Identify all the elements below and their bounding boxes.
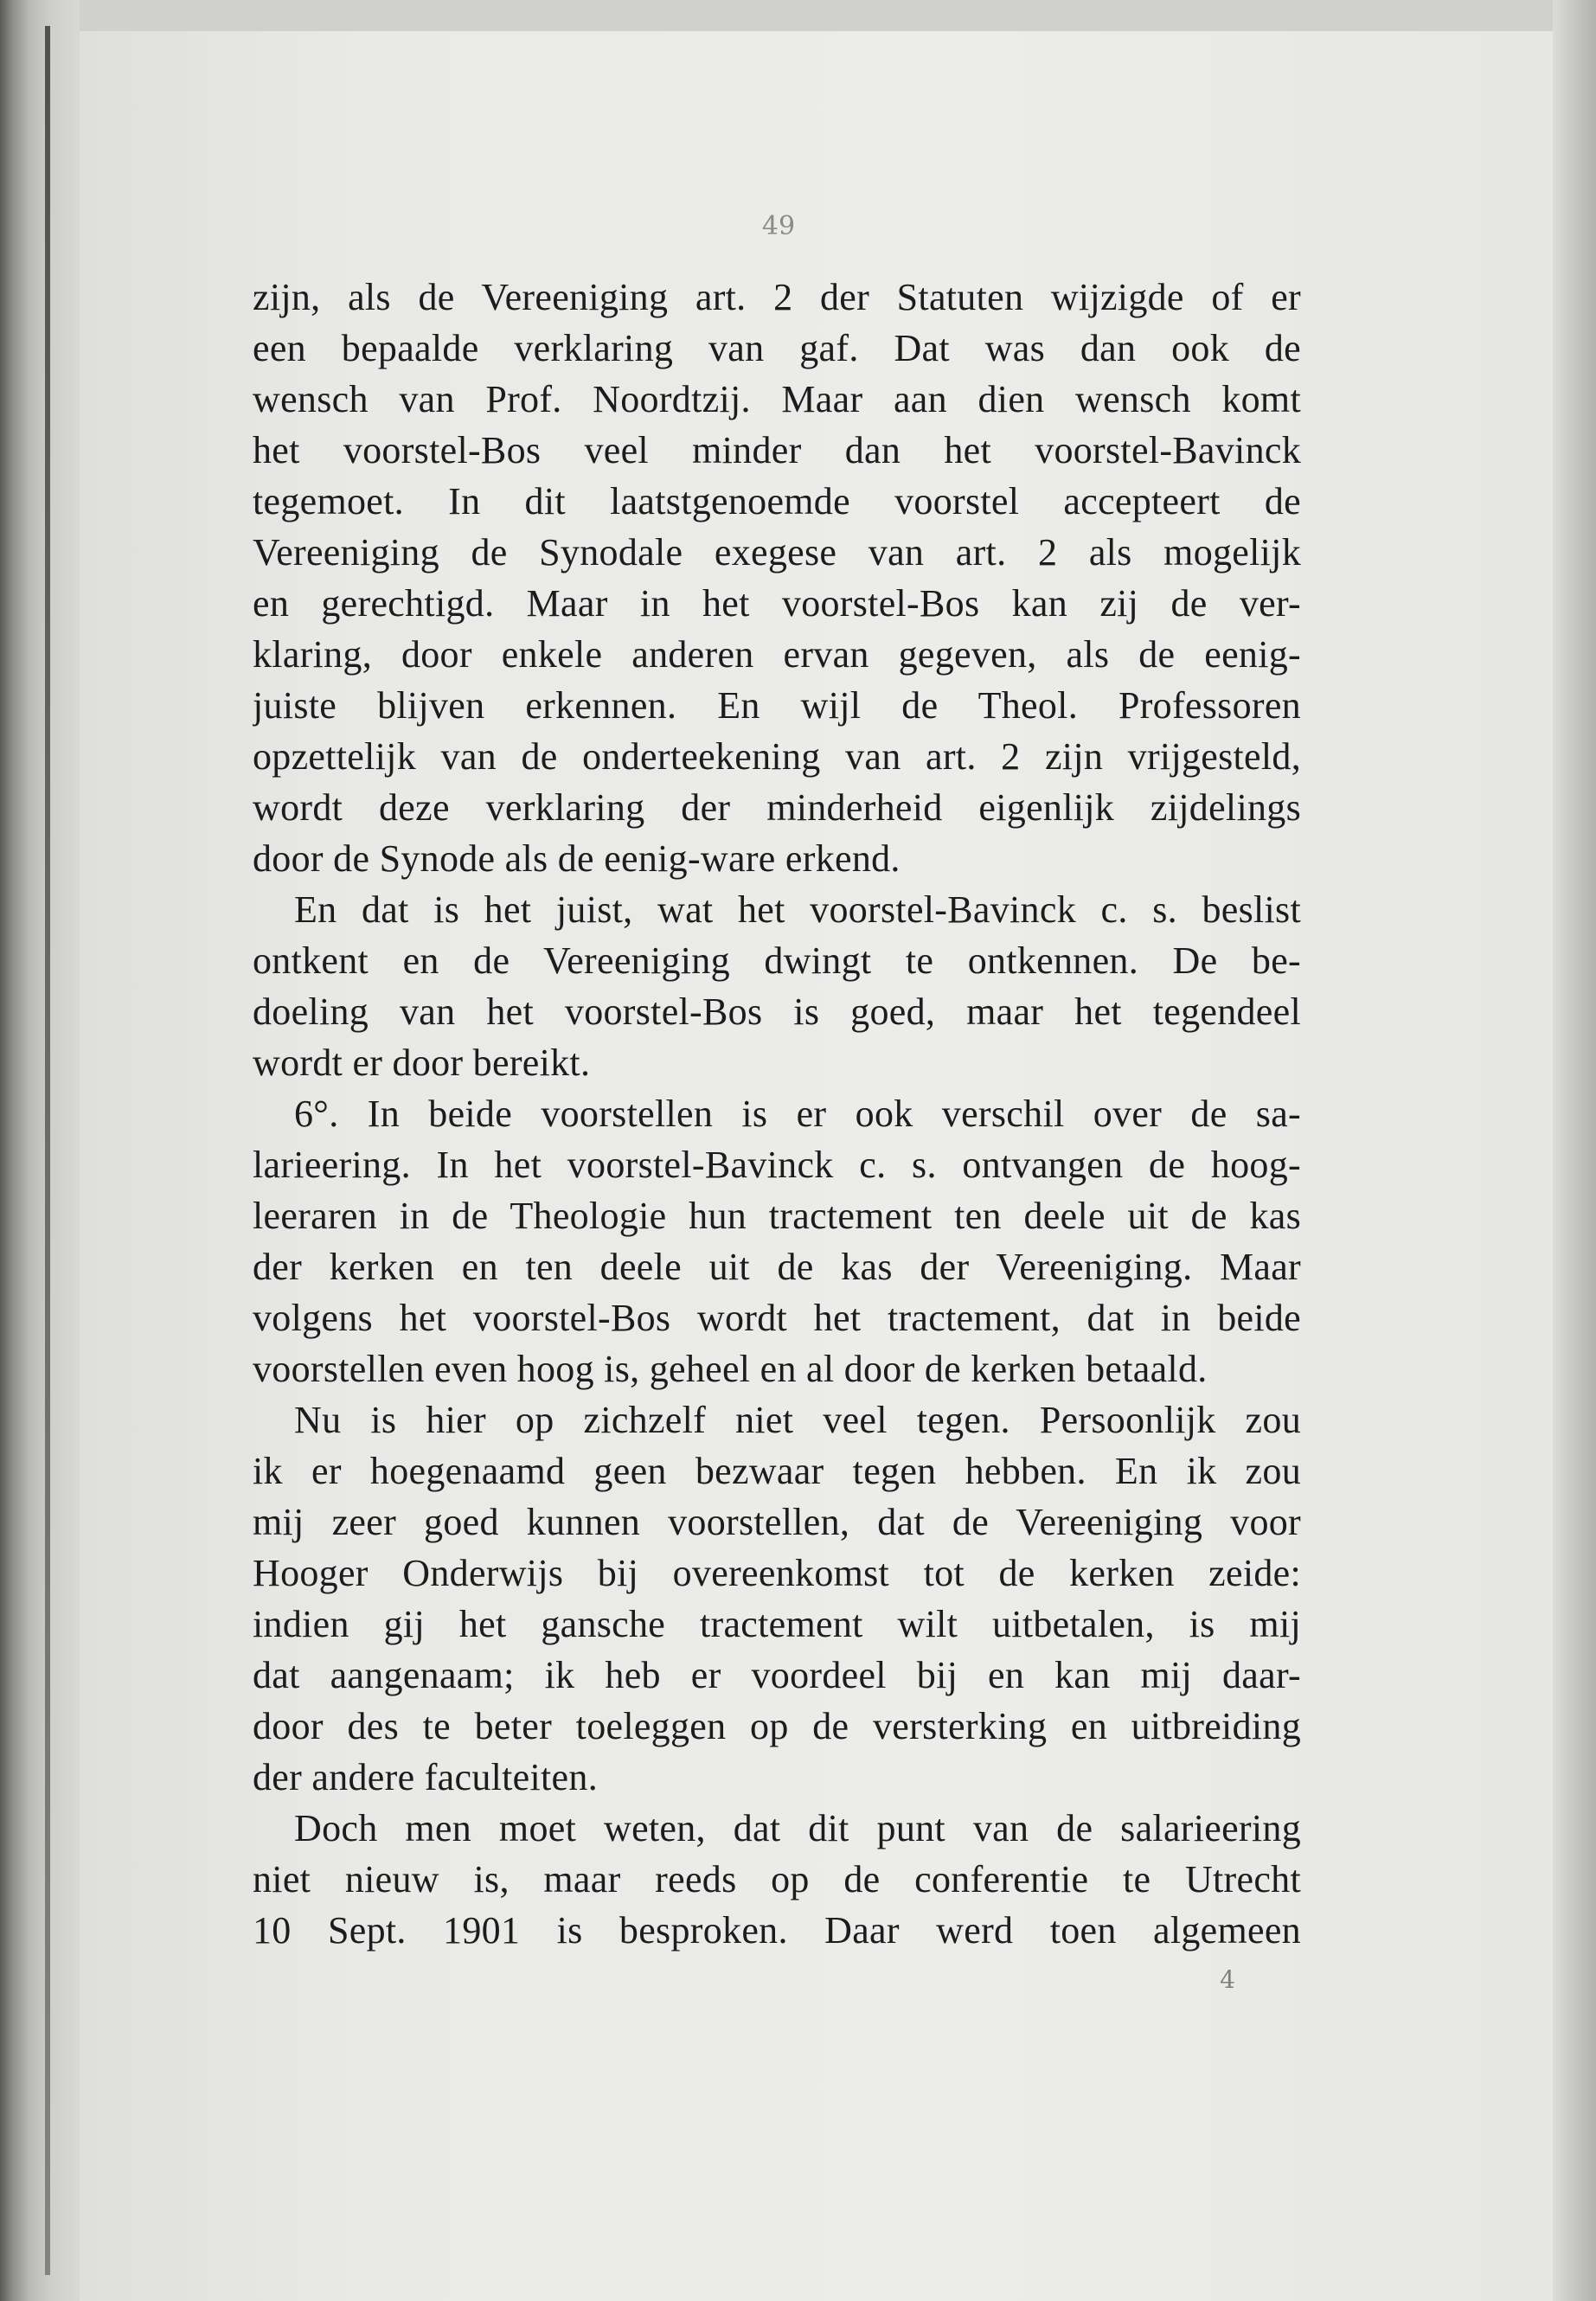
page-number: 49 bbox=[761, 211, 796, 241]
text-line: der andere faculteiten. bbox=[253, 1756, 598, 1798]
text-line: opzettelijk van de onderteekening van art. 2 zijn vrijgesteld, bbox=[253, 735, 1301, 778]
text-line: Nu is hier op zichzelf niet veel tegen. Persoonlijk zou bbox=[294, 1399, 1301, 1441]
text-line: Doch men moet weten, dat dit punt van de salarieering bbox=[294, 1807, 1301, 1849]
text-line: 10 Sept. 1901 is besproken. Daar werd toen algemeen bbox=[253, 1909, 1301, 1952]
text-line: 6°. In beide voorstellen is er ook verschil over de sa- bbox=[294, 1093, 1301, 1135]
text-line: Vereeniging de Synodale exegese van art. 2 als mogelijk bbox=[253, 531, 1301, 574]
text-line: juiste blijven erkennen. En wijl de Theol. Professoren bbox=[253, 684, 1301, 727]
text-line: wordt deze verklaring der minderheid eigenlijk zijdelings bbox=[253, 786, 1301, 829]
text-line: doeling van het voorstel-Bos is goed, maar het tegendeel bbox=[253, 990, 1301, 1033]
page-edge-line bbox=[45, 26, 50, 2275]
text-line: Hooger Onderwijs bij overeenkomst tot de kerken zeide: bbox=[253, 1552, 1301, 1594]
text-line: ontkent en de Vereeniging dwingt te ontkennen. De be- bbox=[253, 939, 1301, 982]
body-text bbox=[253, 272, 1301, 1956]
scan-top-margin bbox=[0, 0, 1596, 31]
text-line: ik er hoegenaamd geen bezwaar tegen hebben. En ik zou bbox=[253, 1450, 1301, 1492]
text-line: voorstellen even hoog is, geheel en al door de kerken betaald. bbox=[253, 1348, 1208, 1390]
text-line: der kerken en ten deele uit de kas der Vereeniging. Maar bbox=[253, 1246, 1301, 1288]
text-line: en gerechtigd. Maar in het voorstel-Bos kan zij de ver- bbox=[253, 582, 1301, 625]
text-line: larieering. In het voorstel-Bavinck c. s. ontvangen de hoog- bbox=[253, 1144, 1301, 1186]
book-binding-shadow bbox=[0, 0, 80, 2301]
text-line: het voorstel-Bos veel minder dan het voorstel-Bavinck bbox=[253, 429, 1301, 471]
text-line: En dat is het juist, wat het voorstel-Bavinck c. s. beslist bbox=[294, 888, 1301, 931]
text-line: leeraren in de Theologie hun tractement ten deele uit de kas bbox=[253, 1195, 1301, 1237]
signature-mark: 4 bbox=[1220, 1965, 1235, 1994]
text-line: indien gij het gansche tractement wilt uitbetalen, is mij bbox=[253, 1603, 1301, 1645]
text-line: zijn, als de Vereeniging art. 2 der Statuten wijzigde of er bbox=[253, 276, 1301, 318]
text-line: mij zeer goed kunnen voorstellen, dat de Vereeniging voor bbox=[253, 1501, 1301, 1543]
text-line: dat aangenaam; ik heb er voordeel bij en kan mij daar- bbox=[253, 1654, 1301, 1696]
text-line: een bepaalde verklaring van gaf. Dat was dan ook de bbox=[253, 327, 1301, 369]
text-line: door des te beter toeleggen op de versterking en uitbreiding bbox=[253, 1705, 1301, 1747]
text-line: door de Synode als de eenig-ware erkend. bbox=[253, 837, 901, 880]
text-line: wordt er door bereikt. bbox=[253, 1042, 591, 1084]
text-line: tegemoet. In dit laatstgenoemde voorstel accepteert de bbox=[253, 480, 1301, 522]
scan-right-margin bbox=[1553, 0, 1596, 2301]
text-line: volgens het voorstel-Bos wordt het tractement, dat in beide bbox=[253, 1297, 1301, 1339]
text-line: wensch van Prof. Noordtzij. Maar aan dien wensch komt bbox=[253, 378, 1301, 420]
text-line: niet nieuw is, maar reeds op de conferentie te Utrecht bbox=[253, 1858, 1301, 1900]
text-line: klaring, door enkele anderen ervan gegeven, als de eenig- bbox=[253, 633, 1301, 676]
